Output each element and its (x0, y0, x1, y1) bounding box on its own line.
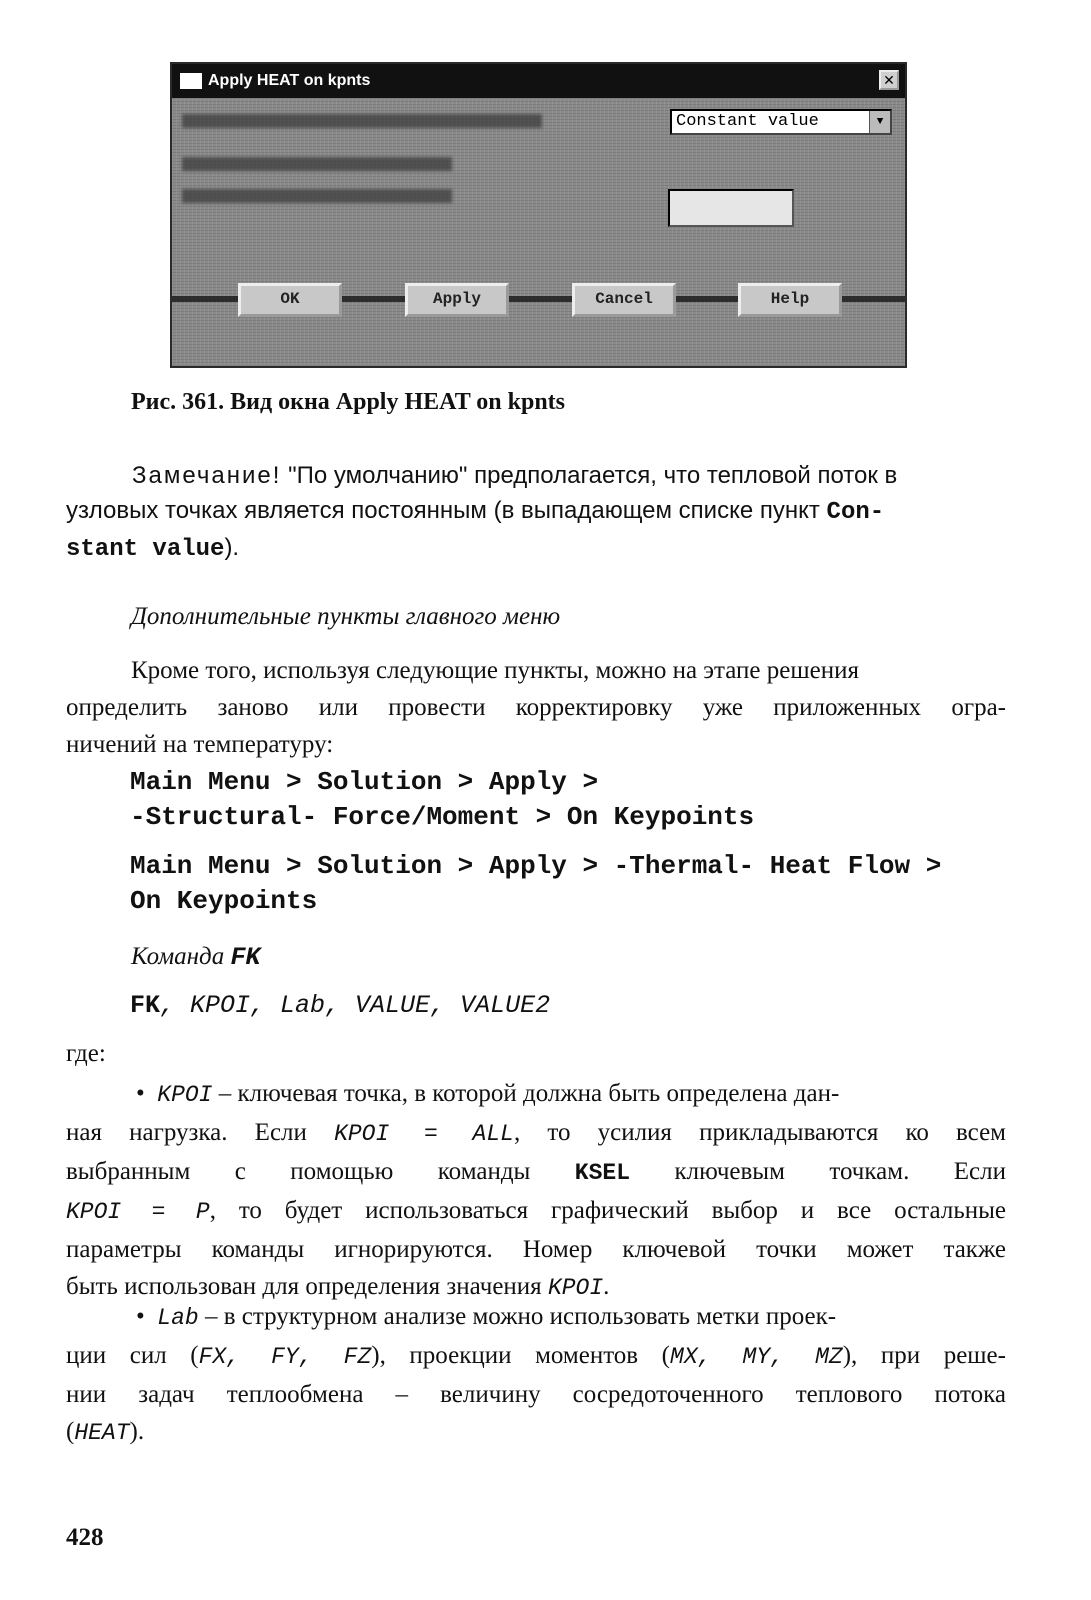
command-heading-cmd: FK (230, 943, 261, 972)
note-code-1: Con- (826, 499, 885, 526)
bullet1-line-2a: ная нагрузка. Если (66, 1119, 335, 1146)
bullet-kpoi (66, 1075, 1006, 1307)
bullet1-line-6a: быть использован для определения значения (66, 1273, 548, 1300)
illegible-label-3 (182, 189, 452, 203)
bullet2-line-1: – в структурном анализе можно использовать метки проек- (198, 1303, 837, 1330)
menu-path-2-line-1: Main Menu > Solution > Apply > -Thermal- Heat Flow > (130, 851, 942, 881)
bullet2-line-2b: ), проекции моментов ( (371, 1342, 671, 1369)
dialog-titlebar (172, 64, 905, 98)
apply-heat-dialog (170, 62, 907, 368)
bullet1-code-all: KPOI = ALL (334, 1121, 514, 1147)
bullet-icon: • (136, 1303, 145, 1330)
bullet1-code-kpoi: KPOI (547, 1275, 604, 1301)
note-label: Замечание! (132, 462, 282, 489)
bullet1-line-5: параметры команды игнорируются. Номер ключевой точки может также (66, 1236, 1006, 1263)
intro-line-3: ничений на температуру: (66, 731, 334, 758)
bullet2-code-heat: HEAT (74, 1420, 130, 1446)
bullet2-line-2c: ), при реше- (842, 1342, 1006, 1369)
bullet1-line-1: – ключевая точка, в которой должна быть определена дан- (212, 1080, 840, 1107)
ok-button[interactable]: OK (238, 283, 342, 317)
menu-path-thermal (130, 849, 941, 919)
note-line2: узловых точках является постоянным (в выпадающем списке пункт (66, 497, 827, 524)
bullet1-line-2b: , то усилия прикладываются ко всем (513, 1119, 1007, 1146)
bullet2-code-moments: MX, MY, MZ (670, 1344, 843, 1370)
note-paragraph (66, 458, 1006, 567)
bullet1-term: KPOI (157, 1082, 213, 1108)
command-heading-text: Команда (131, 943, 231, 970)
page-number: 428 (66, 1524, 104, 1551)
section-heading: Дополнительные пункты главного меню (131, 603, 561, 630)
bullet2-term: Lab (157, 1305, 199, 1331)
intro-line-2: определить заново или провести корректировку уже приложенных огра- (66, 694, 1006, 721)
bullet1-line-4: , то будет использоваться графический выбор и все остальные (209, 1197, 1006, 1224)
note-code-2: stant value (66, 536, 225, 563)
figure-caption: Рис. 361. Вид окна Apply HEAT on kpnts (131, 389, 565, 415)
bullet1-code-p: KPOI = P (66, 1199, 210, 1225)
bullet1-line-3b: ключевым точкам. Если (630, 1158, 1006, 1185)
dialog-title: Apply HEAT on kpnts (208, 72, 371, 89)
bullet2-code-forces: FX, FY, FZ (198, 1344, 372, 1370)
where-label: где: (66, 1040, 106, 1067)
illegible-label-2 (182, 157, 452, 171)
menu-path-2-line-2: On Keypoints (130, 886, 318, 916)
window-icon (180, 73, 202, 89)
cancel-button[interactable]: Cancel (572, 283, 676, 317)
bullet1-line-6b: . (603, 1273, 610, 1300)
help-button[interactable]: Help (738, 283, 842, 317)
chevron-down-icon[interactable]: ▼ (869, 111, 890, 133)
note-line3: ). (224, 534, 240, 561)
command-args: , KPOI, Lab, VALUE, VALUE2 (160, 991, 551, 1020)
bullet-lab (66, 1298, 1006, 1452)
apply-button[interactable]: Apply (405, 283, 509, 317)
command-heading (131, 943, 260, 972)
bullet1-code-ksel: KSEL (574, 1160, 631, 1186)
bullet2-line-2a: ции сил ( (66, 1342, 199, 1369)
note-line1: "По умолчанию" предполагается, что тепловой поток в (281, 462, 898, 489)
value-type-dropdown[interactable] (670, 109, 892, 135)
illegible-label-1 (182, 114, 542, 128)
menu-path-1-line-1: Main Menu > Solution > Apply > (130, 767, 599, 797)
intro-line-1: Кроме того, используя следующие пункты, можно на этапе решения (131, 657, 859, 684)
menu-path-1-line-2: -Structural- Force/Moment > On Keypoints (130, 802, 755, 832)
bullet2-line-4b: ). (129, 1418, 145, 1445)
intro-paragraph (66, 652, 1006, 763)
bullet2-line-4a: ( (66, 1418, 75, 1445)
close-icon[interactable]: ✕ (879, 70, 899, 90)
bullet1-line-3a: выбранным с помощью команды (66, 1158, 575, 1185)
bullet-icon: • (136, 1080, 145, 1107)
command-name: FK (130, 991, 161, 1020)
bullet2-line-3: нии задач теплообмена – величину сосредоточенного теплового потока (66, 1381, 1006, 1408)
heat-value-input[interactable] (668, 189, 794, 227)
menu-path-structural (130, 765, 754, 835)
dropdown-selected-value: Constant value (676, 112, 819, 131)
command-syntax (130, 991, 550, 1020)
